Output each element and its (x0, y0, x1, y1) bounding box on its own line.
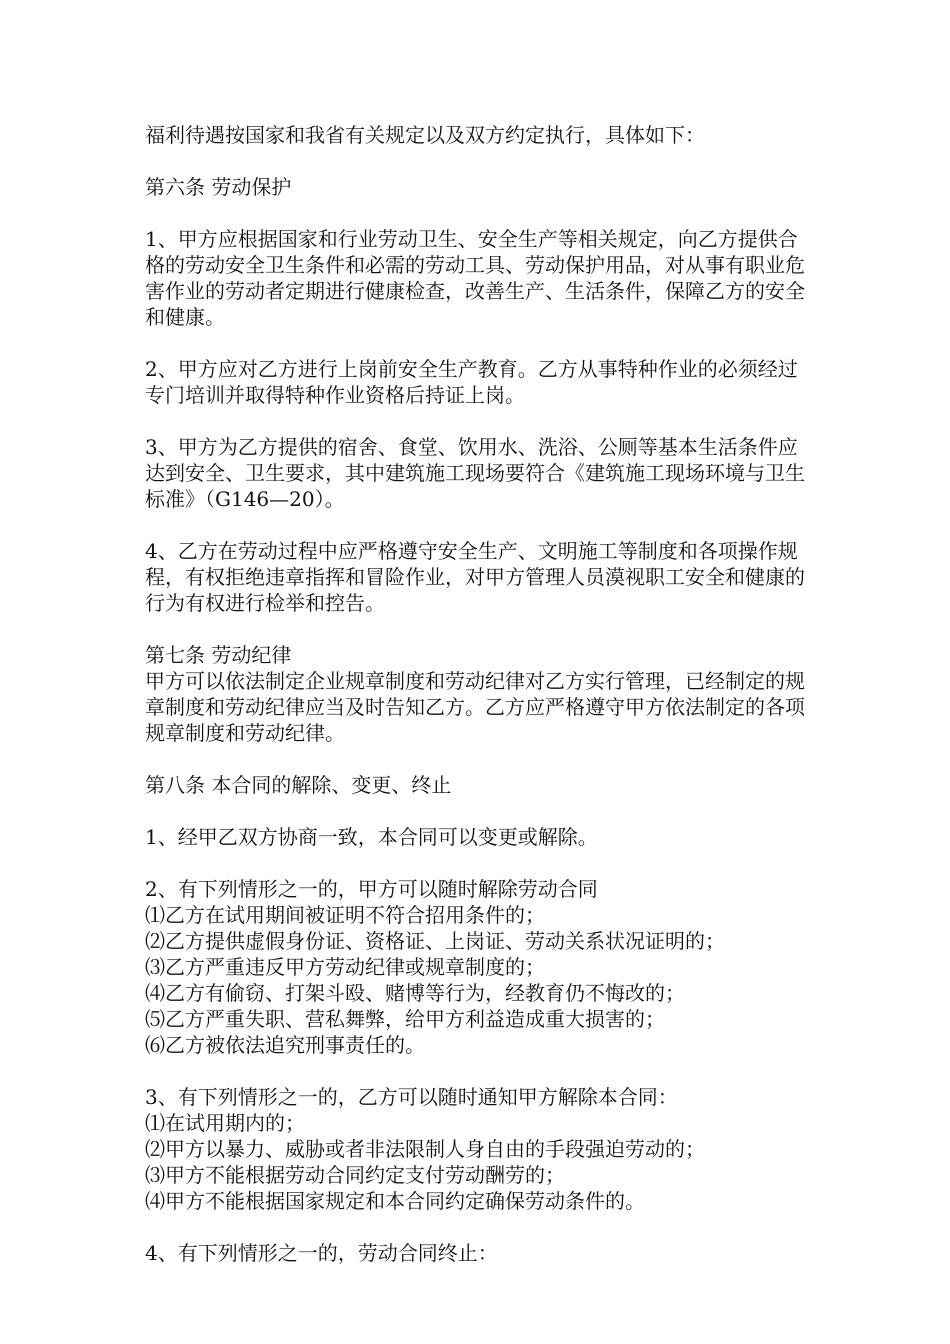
article-8-item-2 (145, 876, 810, 1058)
intro-paragraph: 福利待遇按国家和我省有关规定以及双方约定执行，具体如下： (145, 123, 705, 147)
article-8-item-2-case: ⑸乙方严重失职、营私舞弊，给甲方利益造成重大损害的； (145, 1007, 665, 1031)
article-8-item-2-case: ⑴乙方在试用期间被证明不符合招用条件的； (145, 903, 545, 927)
article-7-heading: 第七条 劳动纪律 (145, 643, 292, 667)
article-8-item-2-case: ⑷乙方有偷窃、打架斗殴、赌博等行为，经教育仍不悔改的； (145, 981, 685, 1005)
article-8-item-2-lead: 2、有下列情形之一的，甲方可以随时解除劳动合同 (145, 877, 598, 901)
article-8-item-3 (145, 1084, 810, 1214)
article-7-section (145, 642, 810, 746)
article-8-item-2-case: ⑶乙方严重违反甲方劳动纪律或规章制度的； (145, 955, 545, 979)
article-8-item-3-case: ⑵甲方以暴力、威胁或者非法限制人身自由的手段强迫劳动的； (145, 1137, 705, 1161)
article-6-heading: 第六条 劳动保护 (145, 175, 292, 199)
article-8-item-4-lead: 4、有下列情形之一的，劳动合同终止： (145, 1241, 498, 1265)
article-8-item-3-case: ⑴在试用期内的； (145, 1111, 305, 1135)
article-8-item-3-case: ⑶甲方不能根据劳动合同约定支付劳动酬劳的； (145, 1163, 565, 1187)
article-6-item-2: 2、甲方应对乙方进行上岗前安全生产教育。乙方从事特种作业的必须经过专门培训并取得特种作业资格后持证上岗。 (145, 357, 798, 407)
article-7-body: 甲方可以依法制定企业规章制度和劳动纪律对乙方实行管理，已经制定的规章制度和劳动纪律应当及时告知乙方。乙方应严格遵守甲方依法制定的各项规章制度和劳动纪律。 (145, 669, 805, 745)
article-6-item-3: 3、甲方为乙方提供的宿舍、食堂、饮用水、洗浴、公厕等基本生活条件应达到安全、卫生要求，其中建筑施工现场要符合《建筑施工现场环境与卫生标准》（G146—20）。 (145, 435, 805, 511)
article-6-item-4: 4、乙方在劳动过程中应严格遵守安全生产、文明施工等制度和各项操作规程，有权拒绝违章指挥和冒险作业，对甲方管理人员漠视职工安全和健康的行为有权进行检举和控告。 (145, 539, 805, 615)
article-8-heading: 第八条 本合同的解除、变更、终止 (145, 773, 452, 797)
article-8-item-2-case: ⑹乙方被依法追究刑事责任的。 (145, 1033, 425, 1057)
document-body (145, 122, 810, 1292)
article-8-item-2-case: ⑵乙方提供虚假身份证、资格证、上岗证、劳动关系状况证明的； (145, 929, 725, 953)
article-8-item-3-case: ⑷甲方不能根据国家规定和本合同约定确保劳动条件的。 (145, 1189, 645, 1213)
article-8-item-1: 1、经甲乙双方协商一致，本合同可以变更或解除。 (145, 825, 598, 849)
article-6-item-1: 1、甲方应根据国家和行业劳动卫生、安全生产等相关规定，向乙方提供合格的劳动安全卫生条件和必需的劳动工具、劳动保护用品，对从事有职业危害作业的劳动者定期进行健康检查，改善生产、生活条件，保障乙方的安全和健康。 (145, 227, 805, 329)
article-8-item-3-lead: 3、有下列情形之一的，乙方可以随时通知甲方解除本合同： (145, 1085, 678, 1109)
